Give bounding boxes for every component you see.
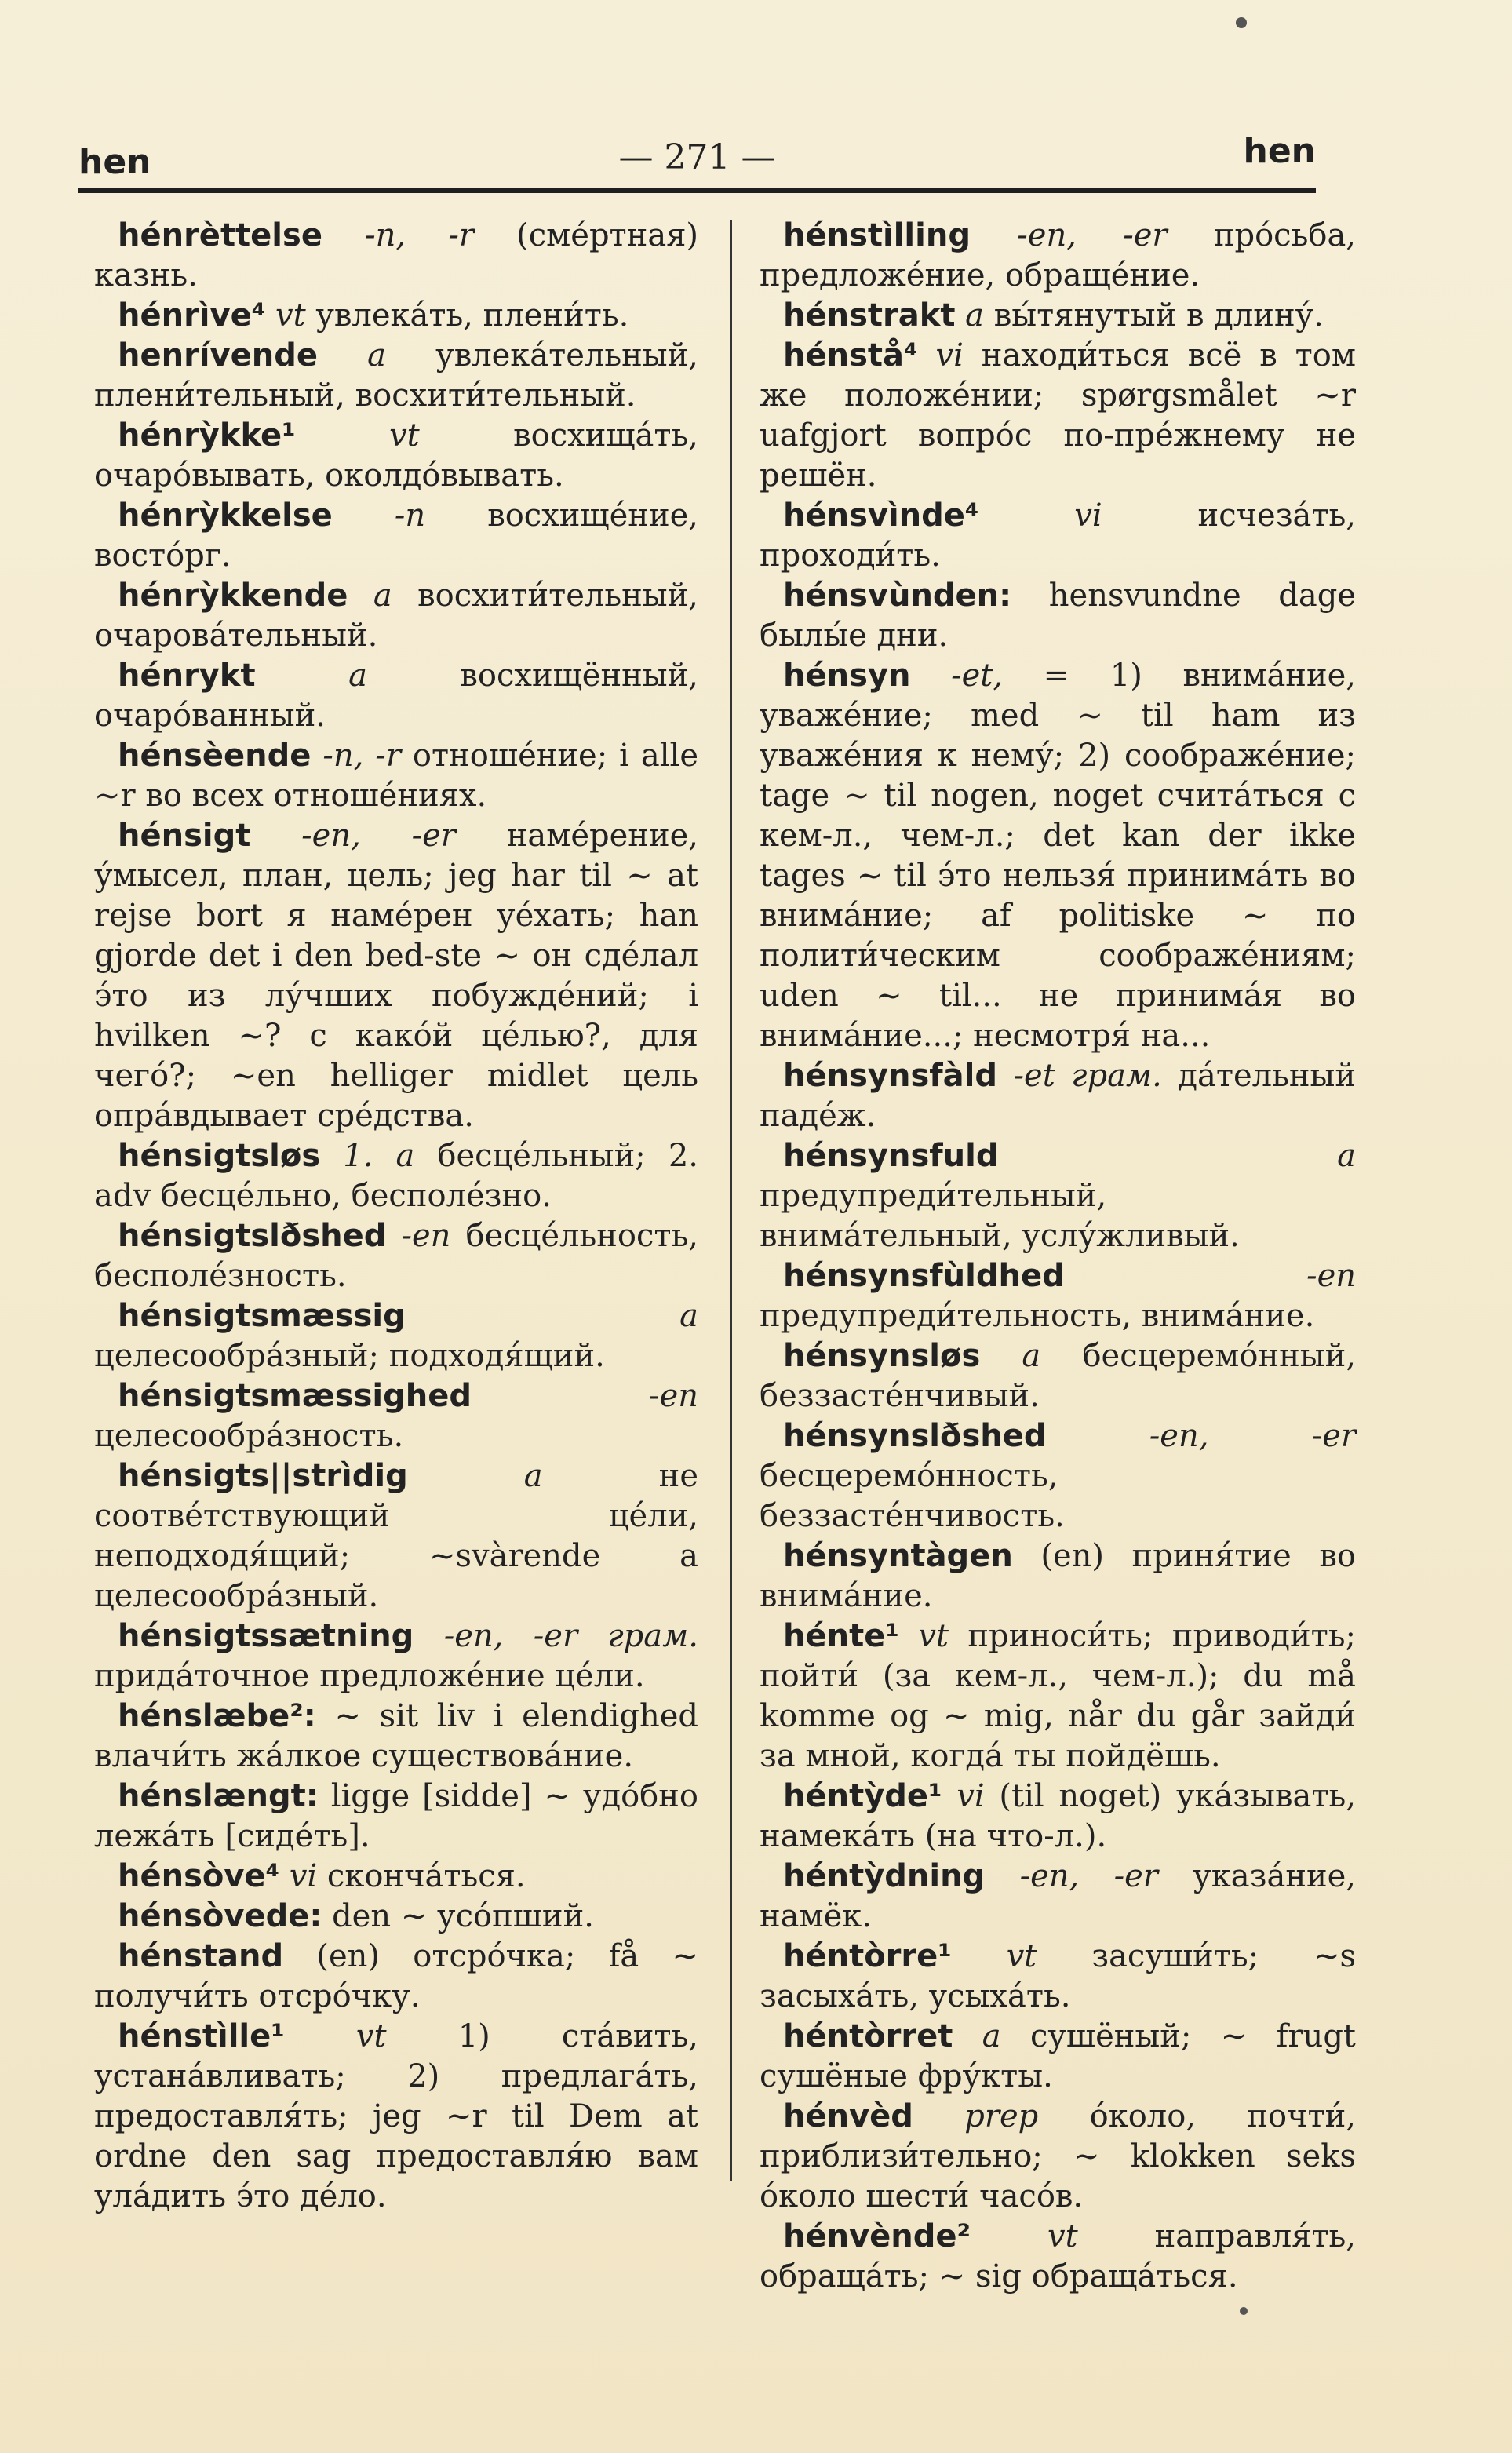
right-column [760,216,1356,2297]
dictionary-entry [94,1296,698,1376]
grammar-mark: a [523,1458,543,1494]
translation: предупреди́тельный, внима́тельный, услу́жливый. [760,1178,1240,1254]
headword: henrívende [118,337,318,374]
grammar-mark: -en [1306,1258,1356,1294]
headword: hénsèende [118,738,312,774]
left-guide-word: hen [78,142,151,182]
grammar-mark: 1. a [343,1138,415,1174]
grammar-mark: vt [389,417,420,454]
dictionary-entry [760,576,1356,656]
headword: hénsvùnden: [783,578,1012,614]
translation: ligge [sidde] ~ удо́бно лежа́ть [сиде́ть]. [94,1778,698,1854]
headword: hénsynslðshed [783,1418,1047,1454]
headword: hénsòvede: [118,1898,322,1934]
headword: hénsynsfuld [783,1138,999,1174]
translation: исчеза́ть, проходи́ть. [760,498,1357,574]
grammar-mark: a [679,1298,698,1334]
headword: héntòrre¹ [783,1938,952,1974]
headword: hénsyn [783,658,911,694]
headword: hénsyntàgen [783,1538,1013,1574]
headword: hénrỳkke¹ [118,417,296,454]
headword: hénvènde² [783,2218,971,2254]
grammar-mark: vi [935,337,964,374]
translation: (en) отсро́чка; få ~ получи́ть отсро́чку. [94,1938,698,2014]
grammar-mark: -en, -er грам. [443,1618,698,1654]
dictionary-entry [760,216,1356,296]
headword: hénsynsfàld [783,1058,997,1094]
translation: увлека́тельный, плени́тельный, восхити́тельный. [94,337,699,414]
translation: ~ sit liv i elendighed влачи́ть жа́лкое существова́ние. [94,1698,699,1774]
grammar-mark: -n, -r [322,738,401,774]
grammar-mark: -en, -er [1019,1858,1158,1894]
headword: hénsigtsmæssig [118,1298,406,1334]
dictionary-entry [94,336,698,416]
headword: hénsynsløs [783,1338,981,1374]
print-speck [1236,17,1247,28]
translation: бесце́льность, бесполе́зность. [94,1218,698,1294]
headword: hénstand [118,1938,284,1974]
headword: hénsigt [118,818,251,854]
translation: восхища́ть, очаро́вывать, околдо́вывать. [94,417,699,494]
translation: направля́ть, обраща́ть; ~ sig обраща́ться. [760,2218,1356,2294]
dictionary-entry [94,816,698,1136]
headword: hénstìlle¹ [118,2018,285,2054]
grammar-mark: a [982,2018,1001,2054]
page-header [78,126,1316,188]
grammar-mark: vi [956,1778,985,1814]
headword: hénvèd [783,2098,913,2134]
translation: сушёный; ~ frugt сушёные фру́кты. [760,2018,1356,2094]
dictionary-entry [760,1416,1356,1536]
translation: hensvundne dage былы́е дни. [760,578,1357,654]
translation: про́сьба, предложе́ние, обраще́ние. [760,217,1356,293]
translation: указа́ние, намёк. [760,1858,1357,1934]
dictionary-entry [94,736,698,816]
dictionary-entry [760,656,1356,1056]
headword: héntỳde¹ [783,1778,942,1814]
translation: 1) ста́вить, устана́вливать; 2) предлага́ть, предоставля́ть; jeg ~r til Dem at ordne den sag предоставля́ю вам ула́дить э́то де́ло. [94,2018,699,2214]
headword: hénstå⁴ [783,337,918,374]
grammar-mark: a [348,658,367,694]
dictionary-entry [94,1136,698,1216]
headword: hénrỳkkelse [118,498,333,534]
translation: отноше́ние; i alle ~r во всех отноше́ниях. [94,738,699,814]
dictionary-entry [94,1617,698,1697]
dictionary-entry [94,576,698,656]
translation: восхищённый, очаро́ванный. [94,658,698,734]
grammar-mark: vt [1047,2218,1078,2254]
translation: да́тельный паде́ж. [760,1058,1357,1134]
headword: hénsigtslðshed [118,1218,387,1254]
right-guide-word: hen [1243,131,1316,171]
headword: hénsvìnde⁴ [783,498,979,534]
dictionary-entry [94,296,698,336]
headword: hénrèttelse [118,217,322,253]
translation: den ~ усо́пший. [332,1898,594,1934]
dictionary-entry [94,1216,698,1296]
headword: hénsynsfùldhed [783,1258,1065,1294]
headword: héntòrret [783,2018,953,2054]
translation: (en) приня́тие во внима́ние. [760,1538,1356,1614]
grammar-mark: vt [918,1618,949,1654]
grammar-mark: -et грам. [1013,1058,1162,1094]
dictionary-entry [760,1777,1356,1857]
translation: не соотве́тствующий це́ли, неподходя́щий; ~svàrende a целесообра́зный. [94,1458,698,1614]
grammar-mark: -en [649,1378,698,1414]
headword: hénrỳkkende [118,578,348,614]
grammar-mark: a [1337,1138,1356,1174]
header-rule [78,188,1316,193]
translation: засуши́ть; ~s засыха́ть, усыха́ть. [760,1938,1357,2014]
headword: hénsigtsløs [118,1138,321,1174]
headword: hénsòve⁴ [118,1858,280,1894]
dictionary-entry [94,1456,698,1617]
headword: hénrìve⁴ [118,297,266,334]
dictionary-entry [760,1857,1356,1937]
page-number: — 271 — [618,137,776,177]
grammar-mark: -en, -er [1017,217,1168,253]
translation: 1) внима́ние, уваже́ние; med ~ til ham из уваже́ния к нему́; 2) соображе́ние; tage ~ til nogen, noget счита́ться с кем-л., чем-л.; det kan der ikke tages ~ til э́то нельзя́ принима́ть во внима́ние; af politiske ~ по полити́ческим соображе́ниям; uden ~ til... не принима́я во внима́ние...; несмотря́ на... [760,658,1356,1054]
headword: hénrykt [118,658,256,694]
translation: приноси́ть; приводи́ть; пойти́ (за кем-л., чем-л.); du må komme og ~ mig, når du går зайди́ за мной, когда́ ты пойдёшь. [760,1618,1357,1774]
headword: hénstìlling [783,217,971,253]
grammar-mark: -n, -r [365,217,474,253]
translation: предупреди́тельность, внима́ние. [760,1298,1315,1334]
dictionary-entry [760,1536,1356,1617]
translation: целесообра́зность. [94,1418,404,1454]
grammar-mark: a [367,337,386,374]
dictionary-entry [94,1777,698,1857]
grammar-mark: vt [1006,1938,1037,1974]
grammar-mark: a [1022,1338,1041,1374]
grammar-mark: -en [401,1218,451,1254]
grammar-mark: -en, -er [301,818,456,854]
dictionary-entry [94,1857,698,1897]
dictionary-entry [94,416,698,496]
grammar-mark: vt [275,297,306,334]
dictionary-entry [760,1336,1356,1416]
translation: (сме́ртная) казнь. [94,217,699,293]
translation: увлека́ть, плени́ть. [315,297,629,334]
dictionary-entry [94,656,698,736]
dictionary-entry [760,1056,1356,1136]
translation: наме́рение, у́мысел, план, цель; jeg har til ~ at rejse bort я наме́рен уе́хать; han gjorde det i den bed-ste ~ он сде́лал э́то из лу́чших побужде́ний; i hvilken ~? с како́й це́лью?, для чего́?; ~en helliger midlet цель опра́вдывает сре́дства. [94,818,698,1134]
grammar-mark: vt [355,2018,387,2054]
headword: hénstrakt [783,297,956,334]
grammar-mark: -n [394,498,426,534]
translation: бесце́льный; 2. adv бесце́льно, бесполе́зно. [94,1138,699,1214]
translation: сконча́ться. [326,1858,526,1894]
dictionary-entry [760,2097,1356,2217]
dictionary-entry [760,1937,1356,2017]
headword: hénsigtsmæssighed [118,1378,472,1414]
translation: вы́тянутый в длину́. [993,297,1324,334]
dictionary-entry [94,1937,698,2017]
dictionary-entry [760,1256,1356,1336]
dictionary-entry [94,216,698,296]
dictionary-entry [94,2017,698,2217]
headword: hénte¹ [783,1618,899,1654]
headword: hénslængt: [118,1778,319,1814]
dictionary-entry [760,2017,1356,2097]
translation: о́коло, почти́, приблизи́тельно; ~ klokken seks о́коло шести́ часо́в. [760,2098,1357,2214]
grammar-mark: a [373,578,392,614]
translation: находи́ться всё в том же положе́нии; spørgsmålet ~r uafgjort вопро́с по-пре́жнему не решён. [760,337,1357,494]
dictionary-entry [94,496,698,576]
dictionary-entry [94,1697,698,1777]
translation: прида́точное предложе́ние це́ли. [94,1658,645,1694]
dictionary-entry [760,1136,1356,1256]
grammar-mark: vi [289,1858,318,1894]
dictionary-entry [760,496,1356,576]
translation: восхити́тельный, очарова́тельный. [94,578,698,654]
dictionary-entry [760,2217,1356,2297]
headword: hénslæbe²: [118,1698,316,1734]
dictionary-entry [760,1617,1356,1777]
translation: (til noget) ука́зывать, намека́ть (на что-л.). [760,1778,1356,1854]
translation: восхище́ние, восто́рг. [94,498,698,574]
dictionary-entry [94,1897,698,1937]
headword: hénsigtssætning [118,1618,414,1654]
headword: hénsigts||strìdig [118,1458,408,1494]
grammar-mark: vi [1074,498,1102,534]
grammar-mark: a [965,297,985,334]
grammar-mark: -en, -er [1149,1418,1356,1454]
dictionary-entry [760,296,1356,336]
grammar-mark: prep [964,2098,1039,2134]
dictionary-entry [94,1376,698,1456]
translation: бесцеремо́нность, беззасте́нчивость. [760,1458,1065,1534]
translation: целесообра́зный; подходя́щий. [94,1338,605,1374]
dictionary-entry [760,336,1356,496]
column-divider [730,220,732,2181]
translation: бесцеремо́нный, беззасте́нчивый. [760,1338,1357,1414]
left-column [94,216,698,2217]
headword: héntỳdning [783,1858,986,1894]
grammar-mark: -et, = [951,658,1070,694]
print-speck [1240,2307,1248,2315]
